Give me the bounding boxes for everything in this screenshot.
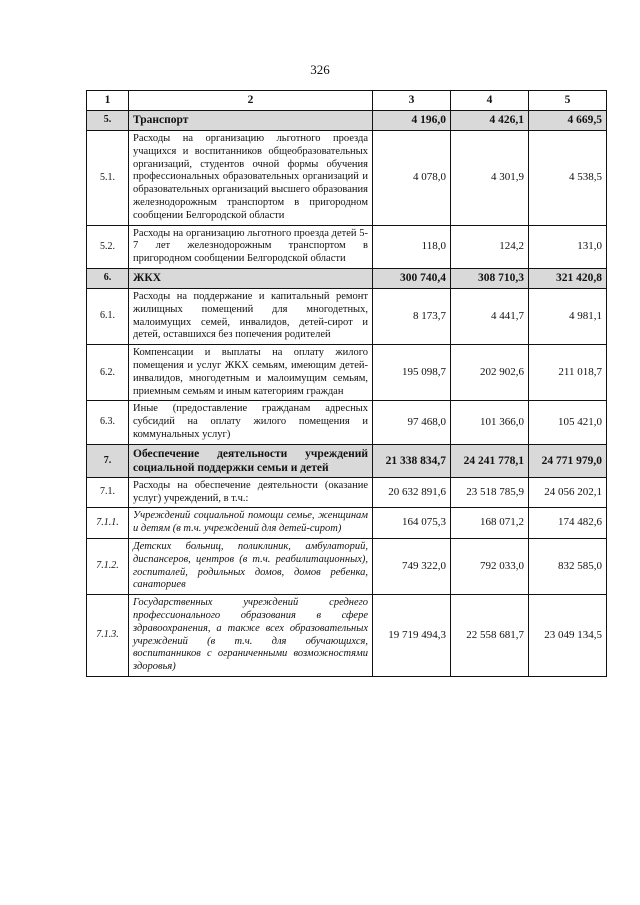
row-number: 6.1. — [87, 288, 129, 344]
row-value-col4: 22 558 681,7 — [451, 595, 529, 677]
row-value-col4: 792 033,0 — [451, 538, 529, 594]
header-cell: 3 — [373, 91, 451, 111]
row-name: Транспорт — [129, 111, 373, 131]
row-value-col5: 4 538,5 — [529, 131, 607, 226]
row-value-col3: 97 468,0 — [373, 401, 451, 444]
row-value-col4: 101 366,0 — [451, 401, 529, 444]
row-value-col3: 19 719 494,3 — [373, 595, 451, 677]
row-value-col5: 321 420,8 — [529, 268, 607, 288]
table-row — [87, 595, 607, 677]
header-cell: 4 — [451, 91, 529, 111]
row-name: Расходы на обеспечение деятельности (оказание услуг) учреждений, в т.ч.: — [129, 477, 373, 508]
row-value-col5: 4 981,1 — [529, 288, 607, 344]
row-value-col4: 23 518 785,9 — [451, 477, 529, 508]
row-name: Расходы на организацию льготного проезда учащихся и воспитанников общеобразовательных организаций, студентов очной формы обучения профессиональных образовательных организаций и образовательных организаций высшего образования железнодорожным транспортом в пригородном сообщении Белгородской области — [129, 131, 373, 226]
row-name: ЖКХ — [129, 268, 373, 288]
row-value-col3: 4 078,0 — [373, 131, 451, 226]
row-number: 7.1.2. — [87, 538, 129, 594]
row-number: 6. — [87, 268, 129, 288]
row-value-col5: 23 049 134,5 — [529, 595, 607, 677]
row-value-col4: 4 441,7 — [451, 288, 529, 344]
row-value-col3: 749 322,0 — [373, 538, 451, 594]
row-value-col4: 168 071,2 — [451, 508, 529, 539]
table-header-row — [87, 91, 607, 111]
row-name: Обеспечение деятельности учреждений социальной поддержки семьи и детей — [129, 444, 373, 477]
row-value-col4: 124,2 — [451, 225, 529, 268]
row-name: Расходы на организацию льготного проезда детей 5-7 лет железнодорожным транспортом в пригородном сообщении Белгородской области — [129, 225, 373, 268]
row-name: Детских больниц, поликлиник, амбулаторий, диспансеров, центров (в т.ч. реабилитационных), госпиталей, родильных домов, домов ребенка, санаториев — [129, 538, 373, 594]
budget-table — [86, 90, 607, 677]
row-value-col4: 24 241 778,1 — [451, 444, 529, 477]
row-name: Расходы на поддержание и капитальный ремонт жилищных помещений для многодетных, малоимущих семей, инвалидов, детей-сирот и детей, оставшихся без попечения родителей — [129, 288, 373, 344]
row-value-col3: 8 173,7 — [373, 288, 451, 344]
row-name: Государственных учреждений среднего профессионального образования в сфере здравоохранения, а также всех образовательных учреждений (в т.ч. для обучающихся, воспитанников с ограниченными возможностями здоровья) — [129, 595, 373, 677]
table-row — [87, 477, 607, 508]
row-value-col4: 4 426,1 — [451, 111, 529, 131]
row-value-col3: 20 632 891,6 — [373, 477, 451, 508]
row-number: 5.2. — [87, 225, 129, 268]
row-value-col3: 164 075,3 — [373, 508, 451, 539]
table-row — [87, 538, 607, 594]
row-name: Компенсации и выплаты на оплату жилого помещения и услуг ЖКХ семьям, имеющим детей-инвалидов, многодетным и малоимущим семьям, приемным семьям и иным категориям граждан — [129, 345, 373, 401]
table-row — [87, 111, 607, 131]
header-cell: 1 — [87, 91, 129, 111]
row-number: 7.1.3. — [87, 595, 129, 677]
table-row — [87, 444, 607, 477]
row-number: 7.1. — [87, 477, 129, 508]
row-value-col3: 118,0 — [373, 225, 451, 268]
table-row — [87, 401, 607, 444]
row-value-col5: 211 018,7 — [529, 345, 607, 401]
header-cell: 5 — [529, 91, 607, 111]
row-value-col4: 308 710,3 — [451, 268, 529, 288]
row-number: 6.3. — [87, 401, 129, 444]
table-row — [87, 288, 607, 344]
table-row — [87, 508, 607, 539]
row-number: 7. — [87, 444, 129, 477]
row-value-col5: 832 585,0 — [529, 538, 607, 594]
row-number: 7.1.1. — [87, 508, 129, 539]
row-value-col3: 21 338 834,7 — [373, 444, 451, 477]
table-row — [87, 131, 607, 226]
row-number: 5. — [87, 111, 129, 131]
header-cell: 2 — [129, 91, 373, 111]
row-value-col4: 202 902,6 — [451, 345, 529, 401]
row-value-col3: 195 098,7 — [373, 345, 451, 401]
row-value-col5: 105 421,0 — [529, 401, 607, 444]
row-name: Учреждений социальной помощи семье, женщинам и детям (в т.ч. учреждений для детей-сирот) — [129, 508, 373, 539]
table-row — [87, 345, 607, 401]
row-value-col5: 4 669,5 — [529, 111, 607, 131]
table-row — [87, 268, 607, 288]
row-value-col3: 300 740,4 — [373, 268, 451, 288]
row-value-col5: 24 056 202,1 — [529, 477, 607, 508]
row-value-col5: 131,0 — [529, 225, 607, 268]
row-number: 5.1. — [87, 131, 129, 226]
row-value-col5: 24 771 979,0 — [529, 444, 607, 477]
row-value-col4: 4 301,9 — [451, 131, 529, 226]
row-name: Иные (предоставление гражданам адресных субсидий на оплату жилого помещения и коммунальных услуг) — [129, 401, 373, 444]
row-value-col5: 174 482,6 — [529, 508, 607, 539]
row-number: 6.2. — [87, 345, 129, 401]
page-number: 326 — [310, 62, 330, 77]
table-row — [87, 225, 607, 268]
row-value-col3: 4 196,0 — [373, 111, 451, 131]
